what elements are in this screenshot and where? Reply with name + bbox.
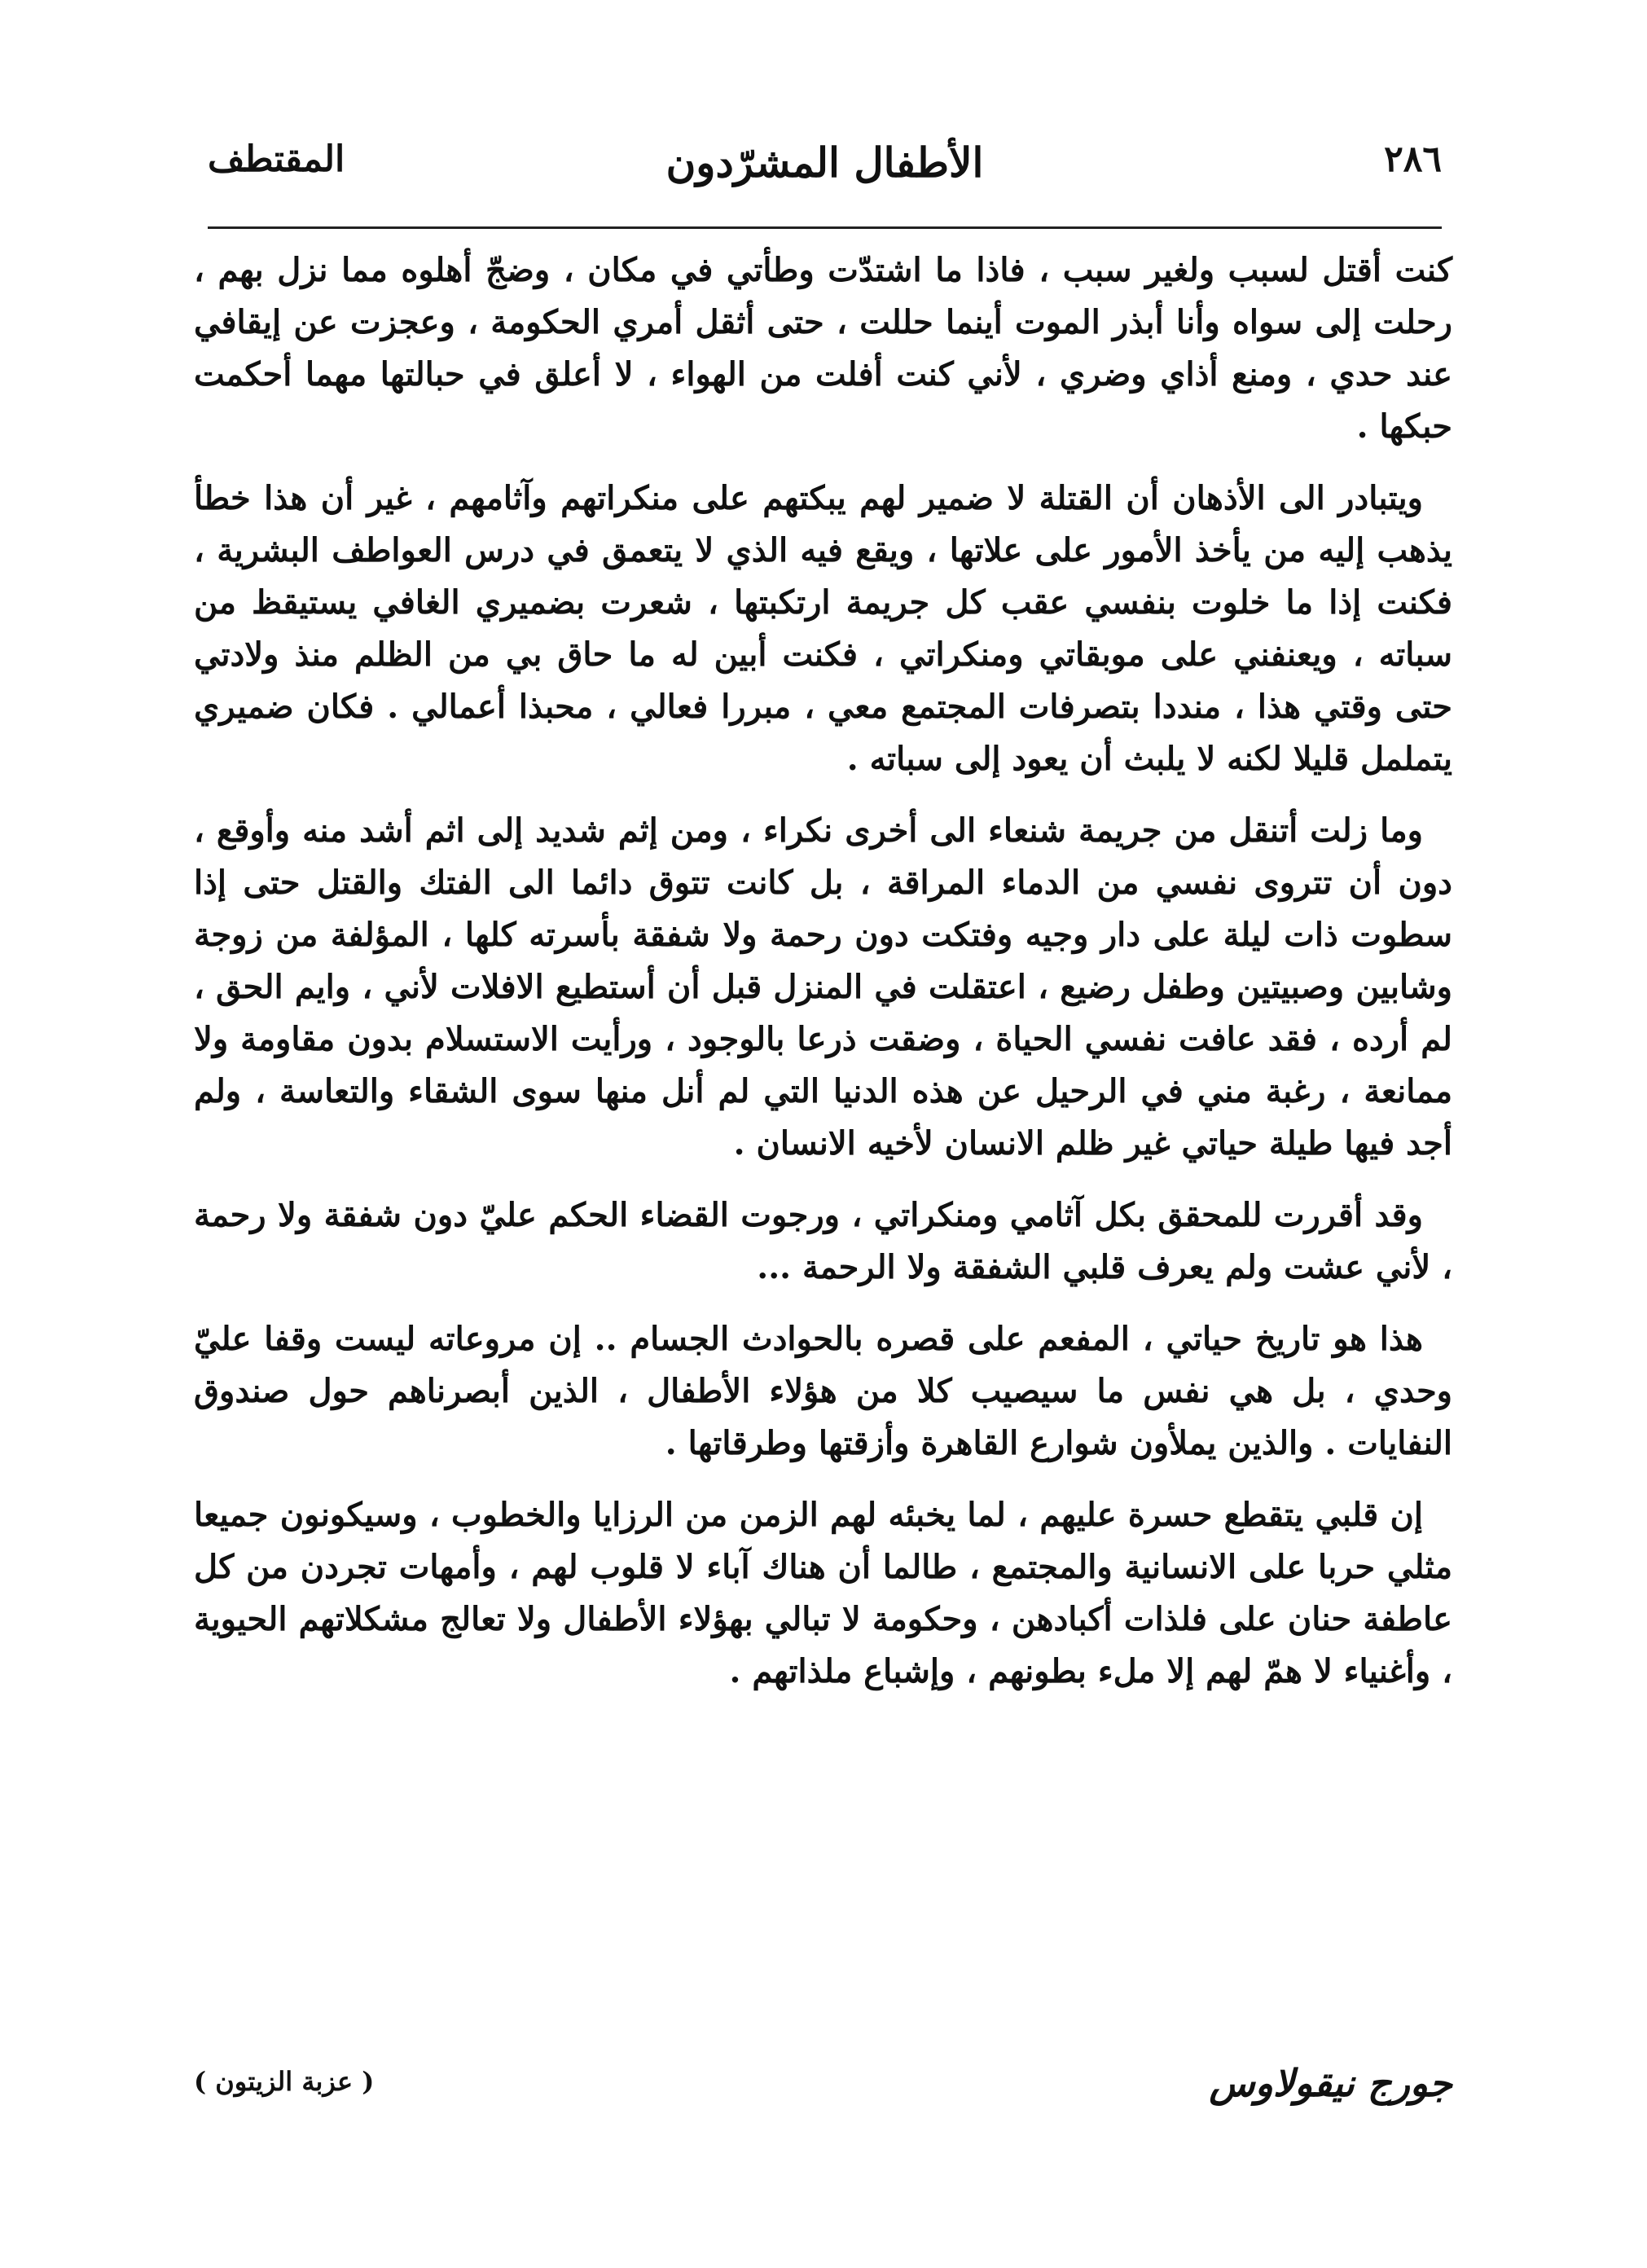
- paragraph: ويتبادر الى الأذهان أن القتلة لا ضمير لهم يبكتهم على منكراتهم وآثامهم ، غير أن هذا خطأ يذهب إليه من يأخذ الأمور على علاتها ، ويقع فيه الذي لا يتعمق في درس العواطف البشرية ، فكنت إذا ما خلوت بنفسي عقب كل جريمة ارتكبتها ، شعرت بضميري الغافي يستيقظ من سباته ، ويعنفني على موبقاتي ومنكراتي ، فكنت أبين له ما حاق بي من الظلم منذ ولادتي حتى وقتي هذا ، منددا بتصرفات المجتمع معي ، مبررا فعالي ، محبذا أعمالي . فكان ضميري يتململ قليلا لكنه لا يلبث أن يعود إلى سباته .: [194, 479, 1452, 778]
- paragraph: وما زلت أتنقل من جريمة شنعاء الى أخرى نكراء ، ومن إثم شديد إلى اثم أشد منه وأوقع ، دون أن تتروى نفسي من الدماء المراقة ، بل كانت تتوق دائما الى الفتك والقتل حتى إذا سطوت ذات ليلة على دار وجيه وفتكت دون رحمة ولا شفقة بأسرته كلها ، المؤلفة من زوجة وشابين وصبيتين وطفل رضيع ، اعتقلت في المنزل قبل أن أستطيع الافلات لأني ، وايم الحق ، لم أرده ، فقد عافت نفسي الحياة ، وضقت ذرعا بالوجود ، ورأيت الاستسلام بدون مقاومة ولا ممانعة ، رغبة مني في الرحيل عن هذه الدنيا التي لم أنل منها سوى الشقاء والتعاسة ، ولم أجد فيها طيلة حياتي غير ظلم الانسان لأخيه الانسان .: [194, 811, 1452, 1163]
- article-body: [194, 244, 1452, 1717]
- paragraph: وقد أقررت للمحقق بكل آثامي ومنكراتي ، ورجوت القضاء الحكم عليّ دون شفقة ولا رحمة ، لأني عشت ولم يعرف قلبي الشفقة ولا الرحمة ...: [194, 1196, 1452, 1286]
- article-footer: [194, 2061, 1452, 2126]
- author-signature: جورج نيقولاوس: [1209, 2061, 1452, 2105]
- paragraph: هذا هو تاريخ حياتي ، المفعم على قصره بالحوادث الجسام .. إن مروعاته ليست وقفا عليّ وحدي ، بل هي نفس ما سيصيب كلا من هؤلاء الأطفال ، الذين أبصرناهم حول صندوق النفايات . والذين يملأون شوارع القاهرة وأزقتها وطرقاتها .: [194, 1320, 1452, 1462]
- header-rule: [208, 226, 1442, 229]
- paragraph: إن قلبي يتقطع حسرة عليهم ، لما يخبئه لهم الزمن من الرزايا والخطوب ، وسيكونون جميعا مثلي حربا على الانسانية والمجتمع ، طالما أن هناك آباء لا قلوب لهم ، وأمهات تجردن من كل عاطفة حنان على فلذات أكبادهن ، وحكومة لا تبالي بهؤلاء الأطفال ولا تعالج مشكلاتهم الحيوية ، وأغنياء لا همّ لهم إلا ملء بطونهم ، وإشباع ملذاتهم .: [194, 1496, 1452, 1690]
- running-header: [208, 138, 1442, 196]
- page-number: ٢٨٦: [1384, 138, 1442, 180]
- article-title: الأطفال المشرّدون: [665, 138, 984, 187]
- paragraph: كنت أقتل لسبب ولغير سبب ، فاذا ما اشتدّت وطأتي في مكان ، وضجّ أهلوه مما نزل بهم ، رحلت إلى سواه وأنا أبذر الموت أينما حللت ، حتى أثقل أمري الحكومة ، وعجزت عن إيقافي عند حدي ، ومنع أذاي وضري ، لأني كنت أفلت من الهواء ، لا أعلق في حبالتها مهما أحكمت حبكها .: [194, 251, 1452, 446]
- author-location: ( عزبة الزيتون ): [194, 2066, 375, 2097]
- journal-name: المقتطف: [208, 138, 345, 180]
